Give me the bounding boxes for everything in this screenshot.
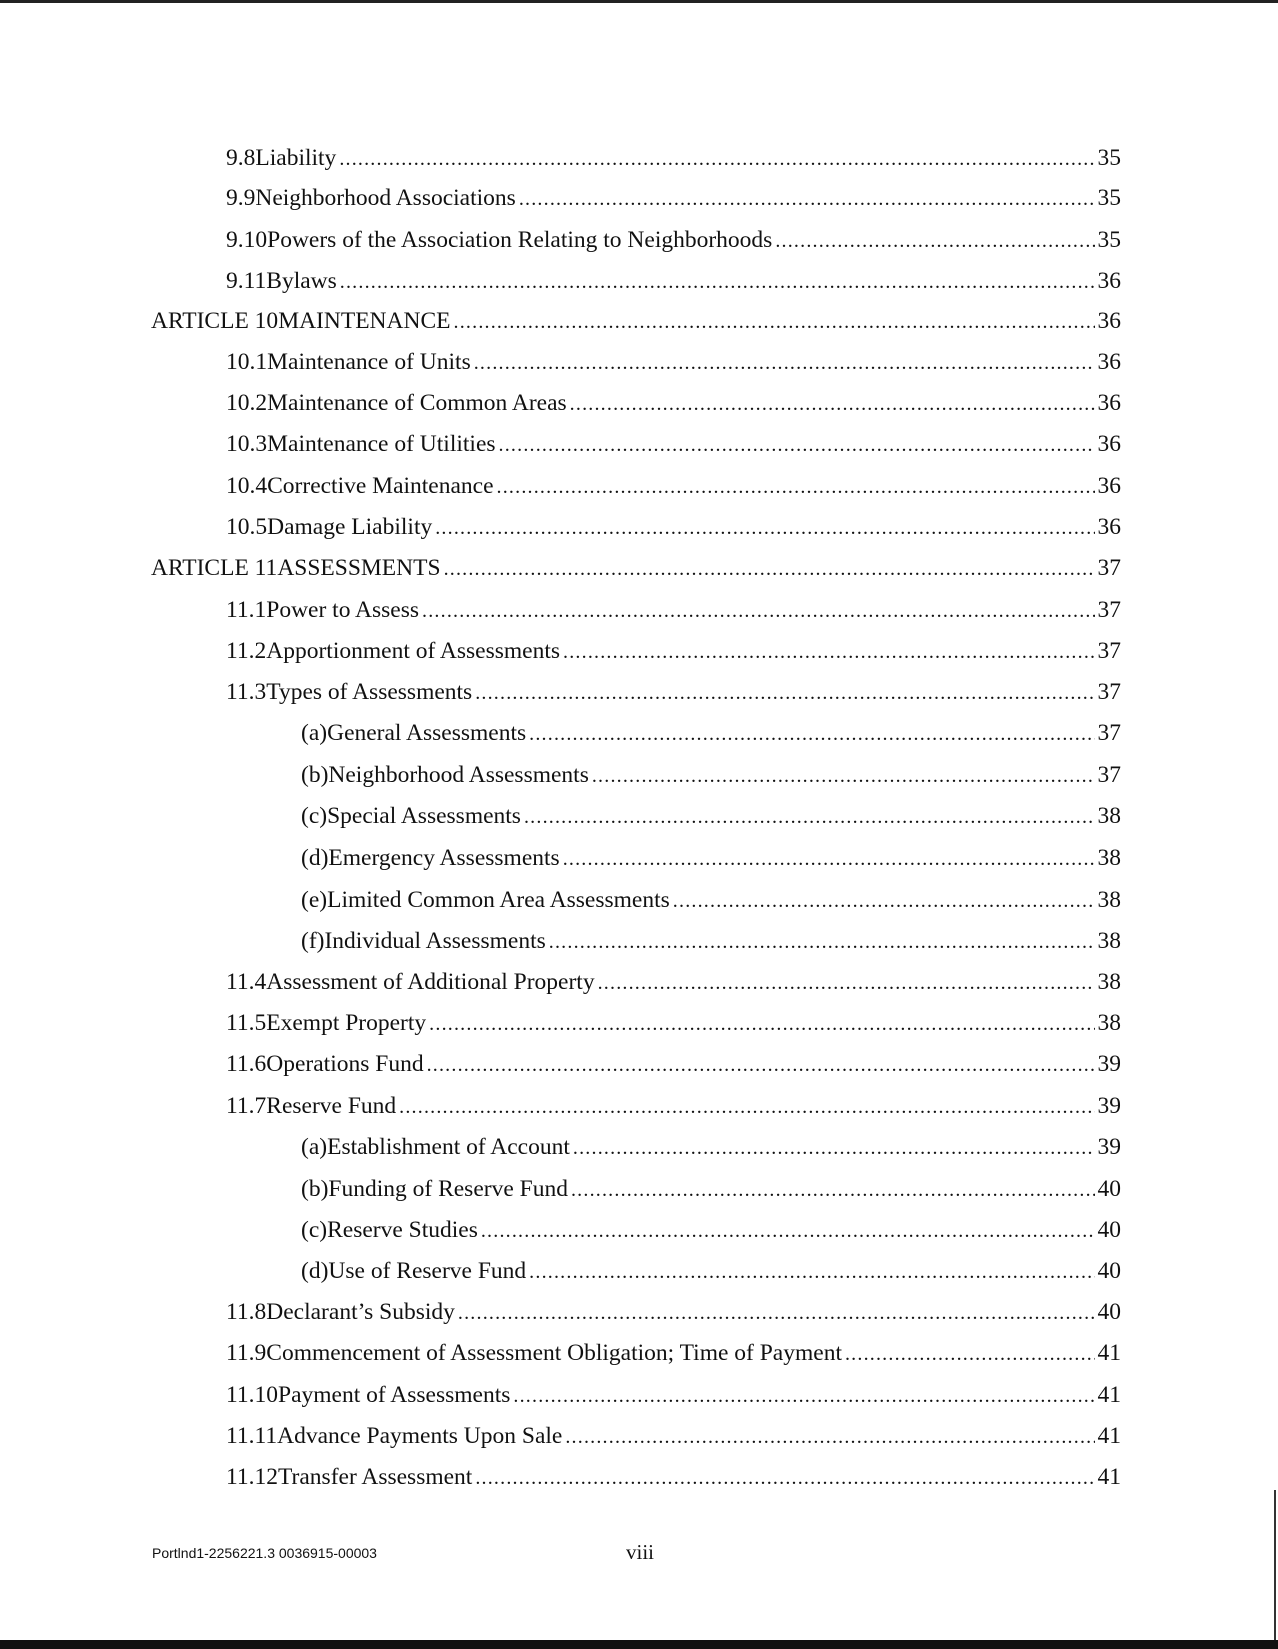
entry-page: 37 [1097, 679, 1121, 705]
toc-entry-11-6[interactable] [226, 1049, 1121, 1079]
footer-document-id: Portlnd1-2256221.3 0036915-00003 [152, 1545, 377, 1561]
dot-leader [529, 1257, 1094, 1287]
entry-title: Use of Reserve Fund [328, 1258, 527, 1284]
dot-leader [513, 1381, 1094, 1411]
entry-page: 37 [1097, 720, 1121, 746]
toc-entry-11-8[interactable] [226, 1297, 1121, 1327]
entry-page: 36 [1097, 473, 1121, 499]
entry-title: Liability [255, 145, 337, 171]
entry-page: 35 [1097, 145, 1121, 171]
dot-leader [475, 1463, 1094, 1493]
entry-title: Declarant’s Subsidy [266, 1299, 455, 1325]
entry-number: 11.5 [226, 1010, 267, 1036]
entry-title: Maintenance of Units [267, 349, 471, 375]
entry-title: Payment of Assessments [278, 1382, 511, 1408]
entry-title: Apportionment of Assessments [266, 638, 561, 664]
entry-page: 40 [1097, 1299, 1121, 1325]
dot-leader [519, 184, 1095, 214]
entry-page: 36 [1097, 308, 1121, 334]
dot-leader [458, 1298, 1095, 1328]
entry-number: 9.9 [226, 185, 256, 211]
dot-leader [340, 267, 1095, 297]
dot-leader [845, 1339, 1095, 1369]
toc-entry-11-7-b[interactable] [301, 1174, 1121, 1204]
dot-leader [399, 1092, 1094, 1122]
entry-page: 39 [1097, 1051, 1121, 1077]
dot-leader [673, 886, 1095, 916]
entry-number: 11.12 [226, 1464, 279, 1490]
toc-entry-11-5[interactable] [226, 1008, 1121, 1038]
dot-leader [529, 719, 1094, 749]
dot-leader [570, 389, 1095, 419]
entry-page: 41 [1097, 1464, 1121, 1490]
dot-leader [444, 554, 1095, 584]
dot-leader [565, 1422, 1094, 1452]
entry-title: ASSESSMENTS [277, 555, 441, 581]
entry-page: 37 [1097, 555, 1121, 581]
entry-page: 38 [1097, 845, 1121, 871]
entry-number: (a) [301, 720, 328, 746]
dot-leader [592, 761, 1095, 791]
toc-entry-11-3-f[interactable] [301, 926, 1121, 956]
entry-number: ARTICLE 10 [151, 308, 279, 334]
dot-leader [435, 513, 1094, 543]
entry-number: 11.2 [226, 638, 267, 664]
dot-leader [499, 430, 1095, 460]
toc-entry-10-3[interactable] [226, 429, 1121, 459]
dot-leader [549, 927, 1095, 957]
entry-page: 40 [1097, 1217, 1121, 1243]
entry-page: 36 [1097, 390, 1121, 416]
entry-page: 41 [1097, 1423, 1121, 1449]
dot-leader [497, 472, 1095, 502]
entry-title: Neighborhood Associations [255, 185, 516, 211]
dot-leader [571, 1175, 1095, 1205]
entry-number: 11.3 [226, 679, 267, 705]
entry-number: (b) [301, 762, 329, 788]
entry-number: 10.3 [226, 431, 268, 457]
toc-entry-11-12[interactable] [226, 1462, 1121, 1492]
entry-title: Exempt Property [266, 1010, 427, 1036]
entry-number: 11.4 [226, 969, 267, 995]
toc-entry-11-11[interactable] [226, 1421, 1121, 1451]
toc-entry-10-5[interactable] [226, 512, 1121, 542]
entry-title: Operations Fund [266, 1051, 424, 1077]
entry-page: 37 [1097, 597, 1121, 623]
entry-page: 36 [1097, 268, 1121, 294]
right-edge-line [1274, 1490, 1276, 1640]
entry-page: 38 [1097, 969, 1121, 995]
entry-title: Powers of the Association Relating to Neighborhoods [267, 227, 773, 253]
entry-page: 35 [1097, 185, 1121, 211]
entry-title: Maintenance of Utilities [267, 431, 496, 457]
dot-leader [422, 596, 1094, 626]
entry-title: Emergency Assessments [328, 845, 560, 871]
toc-entry-11-9[interactable] [226, 1338, 1121, 1368]
dot-leader [475, 678, 1094, 708]
entry-number: (b) [301, 1176, 329, 1202]
entry-number: (d) [301, 1258, 329, 1284]
dot-leader [524, 802, 1095, 832]
entry-title: Individual Assessments [324, 928, 546, 954]
entry-title: Limited Common Area Assessments [327, 887, 670, 913]
entry-title: Damage Liability [267, 514, 433, 540]
entry-page: 36 [1097, 514, 1121, 540]
entry-page: 35 [1097, 227, 1121, 253]
entry-title: Advance Payments Upon Sale [277, 1423, 563, 1449]
entry-page: 39 [1097, 1134, 1121, 1160]
entry-page: 37 [1097, 762, 1121, 788]
entry-page: 36 [1097, 431, 1121, 457]
entry-page: 41 [1097, 1340, 1121, 1366]
dot-leader [427, 1050, 1095, 1080]
entry-title: Commencement of Assessment Obligation; Time of Payment [266, 1340, 842, 1366]
bottom-border [0, 1640, 1278, 1649]
entry-number: (e) [301, 887, 328, 913]
entry-title: Power to Assess [266, 597, 420, 623]
dot-leader [775, 226, 1094, 256]
entry-number: 10.2 [226, 390, 268, 416]
entry-number: (d) [301, 845, 329, 871]
toc-entry-11-3-a[interactable] [301, 718, 1121, 748]
entry-number: 11.10 [226, 1382, 279, 1408]
entry-title: Maintenance of Common Areas [267, 390, 567, 416]
toc-entry-11-4[interactable] [226, 967, 1121, 997]
toc-entry-11-7-c[interactable] [301, 1215, 1121, 1245]
toc-entry-11-3-c[interactable] [301, 801, 1121, 831]
entry-number: 9.11 [226, 268, 267, 294]
entry-title: Neighborhood Assessments [328, 762, 589, 788]
entry-title: Reserve Studies [327, 1217, 478, 1243]
toc-entry-11-3[interactable] [226, 677, 1121, 707]
entry-number: 9.8 [226, 145, 256, 171]
entry-page: 38 [1097, 887, 1121, 913]
entry-title: Types of Assessments [266, 679, 473, 705]
entry-page: 38 [1097, 803, 1121, 829]
entry-page: 40 [1097, 1258, 1121, 1284]
toc-entry-9-8[interactable] [226, 143, 1121, 173]
entry-number: 11.9 [226, 1340, 267, 1366]
entry-title: Special Assessments [327, 803, 521, 829]
toc-entry-11-3-d[interactable] [301, 843, 1121, 873]
entry-number: 10.4 [226, 473, 268, 499]
toc-entry-9-11[interactable] [226, 266, 1121, 296]
top-border [0, 0, 1278, 3]
entry-page: 39 [1097, 1093, 1121, 1119]
entry-title: Establishment of Account [327, 1134, 570, 1160]
entry-title: Transfer Assessment [278, 1464, 473, 1490]
entry-number: 11.1 [226, 597, 267, 623]
toc-entry-11-7-a[interactable] [301, 1132, 1121, 1162]
entry-page: 41 [1097, 1382, 1121, 1408]
toc-entry-10-2[interactable] [226, 388, 1121, 418]
entry-number: 10.1 [226, 349, 268, 375]
entry-page: 36 [1097, 349, 1121, 375]
toc-entry-11-7[interactable] [226, 1091, 1121, 1121]
toc-entry-11-7-d[interactable] [301, 1256, 1121, 1286]
toc-entry-9-9[interactable] [226, 183, 1121, 213]
dot-leader [339, 144, 1094, 174]
entry-number: (c) [301, 1217, 328, 1243]
dot-leader [563, 637, 1094, 667]
dot-leader [563, 844, 1095, 874]
entry-title: Corrective Maintenance [267, 473, 494, 499]
toc-entry-11-10[interactable] [226, 1380, 1121, 1410]
entry-number: 11.6 [226, 1051, 267, 1077]
entry-title: MAINTENANCE [278, 308, 451, 334]
entry-number: (f) [301, 928, 325, 954]
entry-page: 38 [1097, 1010, 1121, 1036]
dot-leader [474, 348, 1095, 378]
dot-leader [481, 1216, 1095, 1246]
entry-page: 37 [1097, 638, 1121, 664]
footer-page-number: viii [626, 1540, 655, 1564]
toc-entry-article-11[interactable] [151, 553, 1121, 583]
entry-number: 11.11 [226, 1423, 278, 1449]
dot-leader [429, 1009, 1094, 1039]
entry-number: 11.7 [226, 1093, 267, 1119]
entry-page: 38 [1097, 928, 1121, 954]
toc-entry-10-4[interactable] [226, 471, 1121, 501]
toc-entry-9-10[interactable] [226, 225, 1121, 255]
entry-number: ARTICLE 11 [151, 555, 278, 581]
toc-entry-10-1[interactable] [226, 347, 1121, 377]
entry-page: 40 [1097, 1176, 1121, 1202]
entry-number: 9.10 [226, 227, 268, 253]
entry-title: Bylaws [266, 268, 337, 294]
toc-entry-11-2[interactable] [226, 636, 1121, 666]
entry-number: 11.8 [226, 1299, 267, 1325]
toc-entry-11-3-e[interactable] [301, 885, 1121, 915]
entry-number: 10.5 [226, 514, 268, 540]
entry-number: (a) [301, 1134, 328, 1160]
entry-title: Assessment of Additional Property [266, 969, 595, 995]
dot-leader [573, 1133, 1095, 1163]
dot-leader [454, 307, 1095, 337]
toc-entry-11-3-b[interactable] [301, 760, 1121, 790]
entry-title: Reserve Fund [266, 1093, 397, 1119]
entry-title: General Assessments [327, 720, 527, 746]
entry-number: (c) [301, 803, 328, 829]
dot-leader [598, 968, 1095, 998]
toc-entry-article-10[interactable] [151, 306, 1121, 336]
toc-entry-11-1[interactable] [226, 595, 1121, 625]
entry-title: Funding of Reserve Fund [328, 1176, 568, 1202]
